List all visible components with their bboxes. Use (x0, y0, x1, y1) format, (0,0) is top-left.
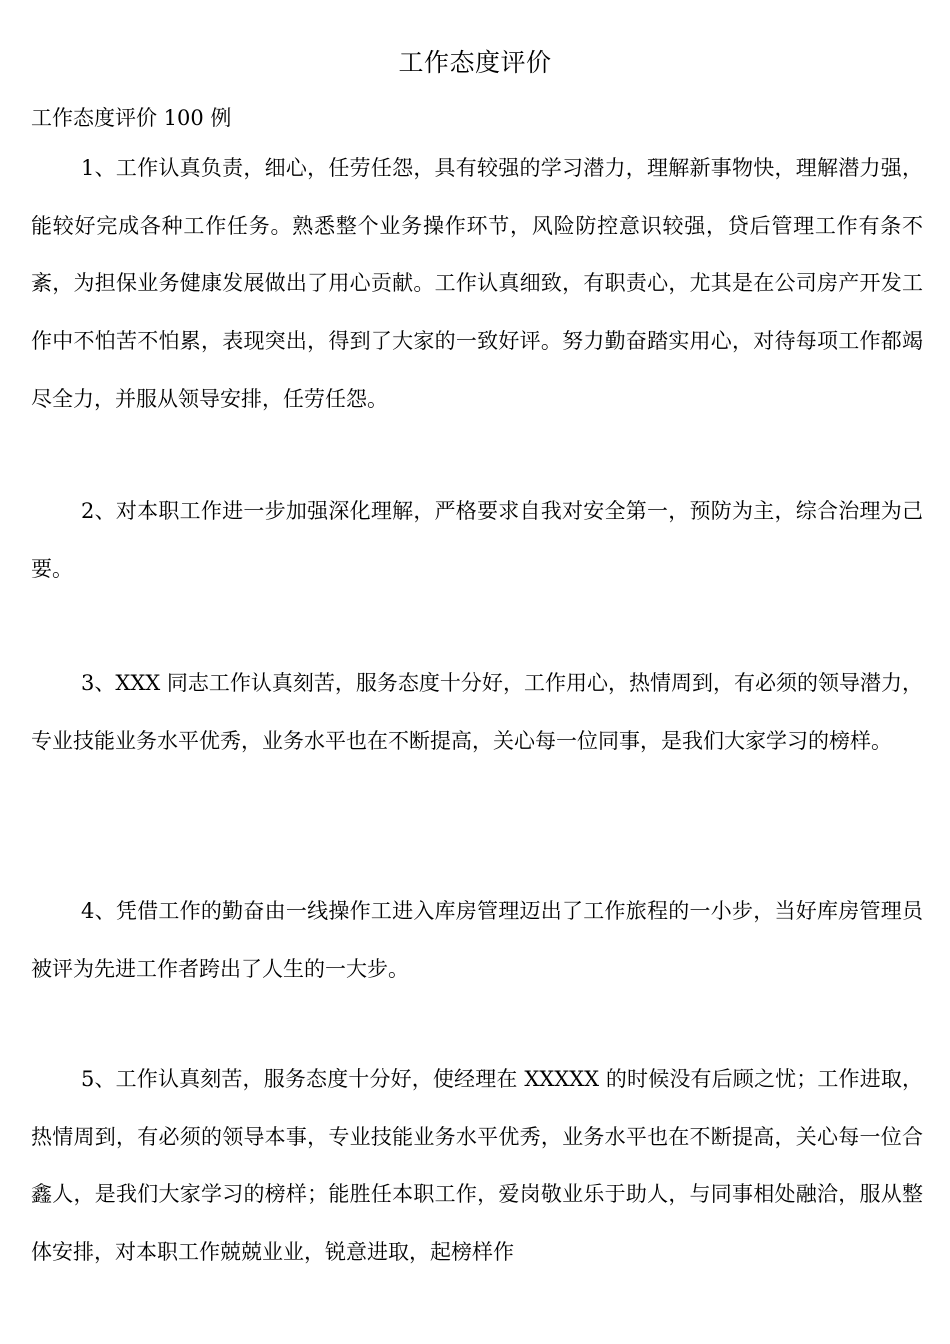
paragraph-3: 3、XXX 同志工作认真刻苦，服务态度十分好，工作用心，热情周到，有必须的领导潜力，专业技能业务水平优秀，业务水平也在不断提高，关心每一位同事，是我们大家学习的榜样。 (31, 671, 923, 753)
document-title: 工作态度评价 (398, 48, 552, 77)
document-subtitle: 工作态度评价 100 例 (31, 106, 232, 130)
paragraph-4: 4、凭借工作的勤奋由一线操作工进入库房管理迈出了工作旅程的一小步，当好库房管理员被评为先进工作者跨出了人生的一大步。 (31, 899, 923, 981)
paragraph-5: 5、工作认真刻苦，服务态度十分好，使经理在 XXXXX 的时候没有后顾之忧；工作进取，热情周到，有必须的领导本事，专业技能业务水平优秀，业务水平也在不断提高，关心每一位合鑫人，是我们大家学习的榜样；能胜任本职工作，爱岗敬业乐于助人，与同事相处融洽，服从整体安排，对本职工作兢兢业业，锐意进取，起榜样作 (31, 1067, 923, 1265)
paragraph-1: 1、工作认真负责，细心，任劳任怨，具有较强的学习潜力，理解新事物快，理解潜力强，能较好完成各种工作任务。熟悉整个业务操作环节，风险防控意识较强，贷后管理工作有条不紊，为担保业务健康发展做出了用心贡献。工作认真细致，有职责心，尤其是在公司房产开发工作中不怕苦不怕累，表现突出，得到了大家的一致好评。努力勤奋踏实用心，对待每项工作都竭尽全力，并服从领导安排，任劳任怨。 (31, 156, 923, 411)
paragraph-2: 2、对本职工作进一步加强深化理解，严格要求自我对安全第一，预防为主，综合治理为己要。 (31, 499, 923, 581)
